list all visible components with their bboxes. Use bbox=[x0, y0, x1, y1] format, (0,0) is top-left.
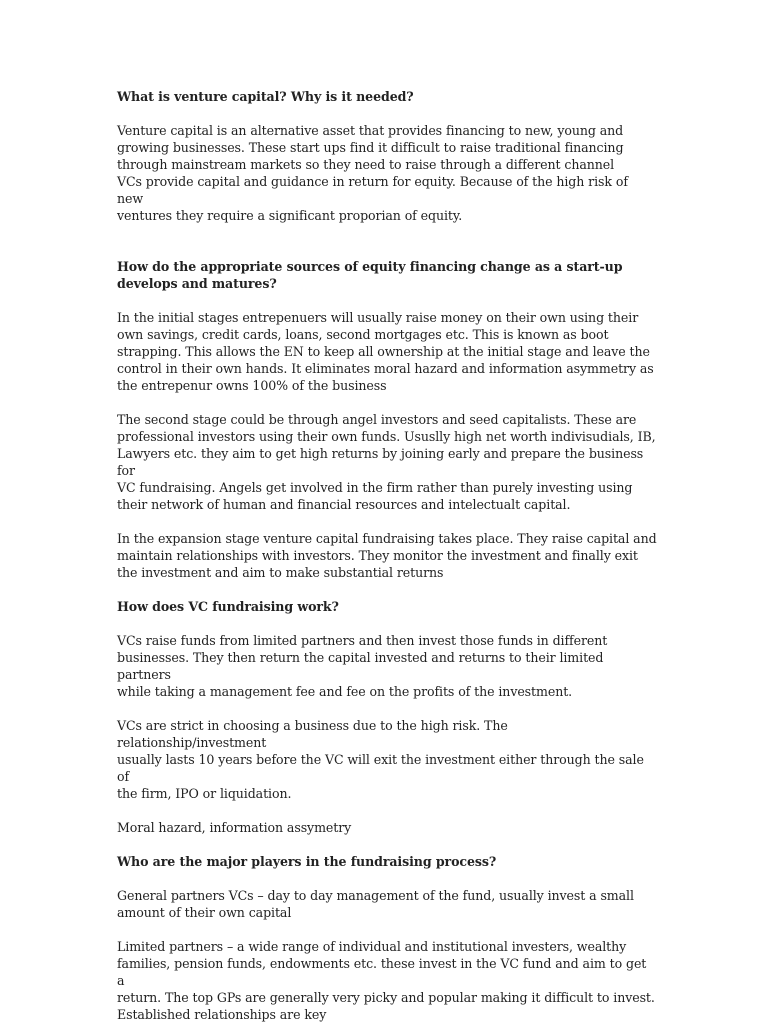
paragraph-vc-definition: Venture capital is an alternative asset that provides financing to new, young and growing businesses. These start ups find it difficult to raise traditional financing through mainstream markets so they need to raise through a different channel VCs provide capital and guidance in return for equity. Because of the high risk of new ventures they require a significant proporian of equity. bbox=[117, 123, 628, 223]
paragraph-vc-raise-funds: VCs raise funds from limited partners and then invest those funds in different businesses. They then return the capital invested and returns to their limited partners while taking a management fee and fee on the profits of the investment. bbox=[117, 633, 608, 699]
paragraph-limited-partners: Limited partners – a wide range of individual and institutional investers, wealthy families, pension funds, endowments etc. these invest in the VC fund and aim to get a return. The top GPs are generally very picky and popular making it difficult to invest. Established relationships are key bbox=[117, 939, 655, 1022]
paragraph-initial-stage: In the initial stages entrepenuers will usually raise money on their own using their own savings, credit cards, loans, second mortgages etc. This is known as boot strapping. This allows the EN to keep all ownership at the initial stage and leave the control in their own hands. It eliminates moral hazard and information asymmetry as the entrepenur owns 100% of the business bbox=[117, 310, 654, 393]
document-body bbox=[117, 88, 657, 1023]
heading-major-players: Who are the major players in the fundraising process? bbox=[117, 854, 497, 869]
heading-equity-financing-stages: How do the appropriate sources of equity financing change as a start-up develops and matures? bbox=[117, 259, 623, 291]
paragraph-vc-strict: VCs are strict in choosing a business due to the high risk. The relationship/investment usually lasts 10 years before the VC will exit the investment either through the sale of the firm, IPO or liquidation. bbox=[117, 718, 644, 801]
paragraph-expansion-stage: In the expansion stage venture capital fundraising takes place. They raise capital and maintain relationships with investors. They monitor the investment and finally exit the investment and aim to make substantial returns bbox=[117, 531, 657, 580]
heading-vc-fundraising: How does VC fundraising work? bbox=[117, 599, 339, 614]
paragraph-second-stage: The second stage could be through angel investors and seed capitalists. These are professional investors using their own funds. Ususlly high net worth indivisudials, IB, Lawyers etc. they aim to get high returns by joining early and prepare the business for VC fundraising. Angels get involved in the firm rather than purely investing using their network of human and financial resources and intelectualt capital. bbox=[117, 412, 656, 512]
paragraph-moral-hazard: Moral hazard, information assymetry bbox=[117, 820, 352, 835]
paragraph-general-partners: General partners VCs – day to day management of the fund, usually invest a small amount of their own capital bbox=[117, 888, 634, 920]
heading-what-is-vc: What is venture capital? Why is it needed? bbox=[117, 89, 414, 104]
